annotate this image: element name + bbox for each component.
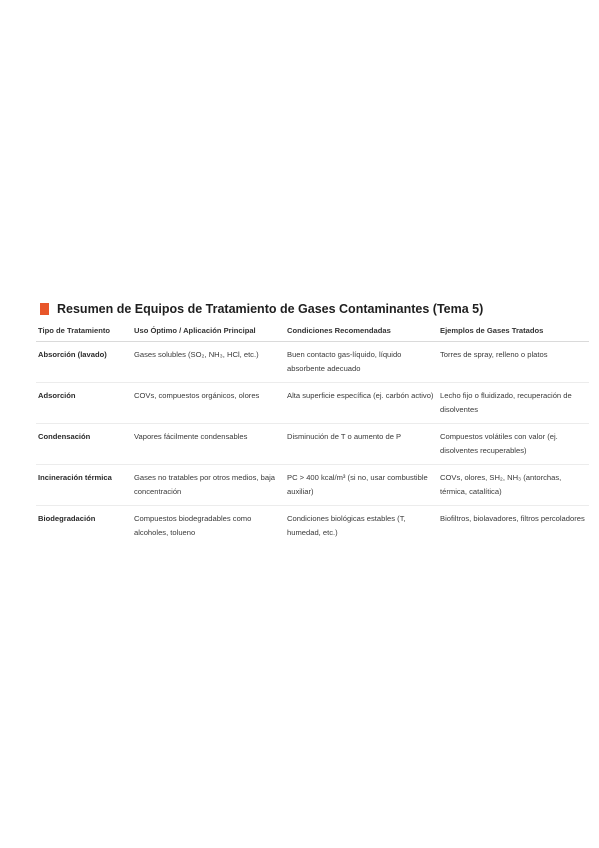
cell-tipo: Biodegradación: [36, 506, 132, 538]
table-row: [36, 506, 589, 538]
cell-condiciones: Condiciones biológicas estables (T, humedad, etc.): [285, 506, 438, 538]
cell-ejemplos: Compuestos volátiles con valor (ej. disolventes recuperables): [438, 424, 589, 465]
cell-uso: COVs, compuestos orgánicos, olores: [132, 383, 285, 424]
table-row: [36, 342, 589, 383]
section-header: [36, 299, 589, 319]
cell-uso: Gases solubles (SO₂, NH₃, HCl, etc.): [132, 342, 285, 383]
cell-ejemplos: Lecho fijo o fluidizado, recuperación de disolventes: [438, 383, 589, 424]
cell-uso: Vapores fácilmente condensables: [132, 424, 285, 465]
cell-tipo: Absorción (lavado): [36, 342, 132, 383]
cell-tipo: Adsorción: [36, 383, 132, 424]
cell-uso: Gases no tratables por otros medios, baja concentración: [132, 465, 285, 506]
cell-tipo: Condensación: [36, 424, 132, 465]
section-title: Resumen de Equipos de Tratamiento de Gases Contaminantes (Tema 5): [57, 302, 484, 316]
table-row: [36, 383, 589, 424]
cell-tipo: Incineración térmica: [36, 465, 132, 506]
cell-condiciones: PC > 400 kcal/m³ (si no, usar combustible auxiliar): [285, 465, 438, 506]
summary-section: [36, 299, 589, 537]
cell-uso: Compuestos biodegradables como alcoholes, tolueno: [132, 506, 285, 538]
cell-ejemplos: Torres de spray, relleno o platos: [438, 342, 589, 383]
orange-square-icon: [40, 303, 49, 315]
header-condiciones: Condiciones Recomendadas: [285, 322, 438, 342]
treatment-table: [36, 322, 589, 537]
header-uso: Uso Óptimo / Aplicación Principal: [132, 322, 285, 342]
cell-condiciones: Buen contacto gas-líquido, líquido absorbente adecuado: [285, 342, 438, 383]
cell-condiciones: Disminución de T o aumento de P: [285, 424, 438, 465]
header-ejemplos: Ejemplos de Gases Tratados: [438, 322, 589, 342]
table-row: [36, 424, 589, 465]
cell-ejemplos: Biofiltros, biolavadores, filtros percoladores: [438, 506, 589, 538]
header-tipo: Tipo de Tratamiento: [36, 322, 132, 342]
cell-ejemplos: COVs, olores, SH₂, NH₃ (antorchas, térmica, catalítica): [438, 465, 589, 506]
cell-condiciones: Alta superficie específica (ej. carbón activo): [285, 383, 438, 424]
table-header-row: [36, 322, 589, 342]
table-row: [36, 465, 589, 506]
